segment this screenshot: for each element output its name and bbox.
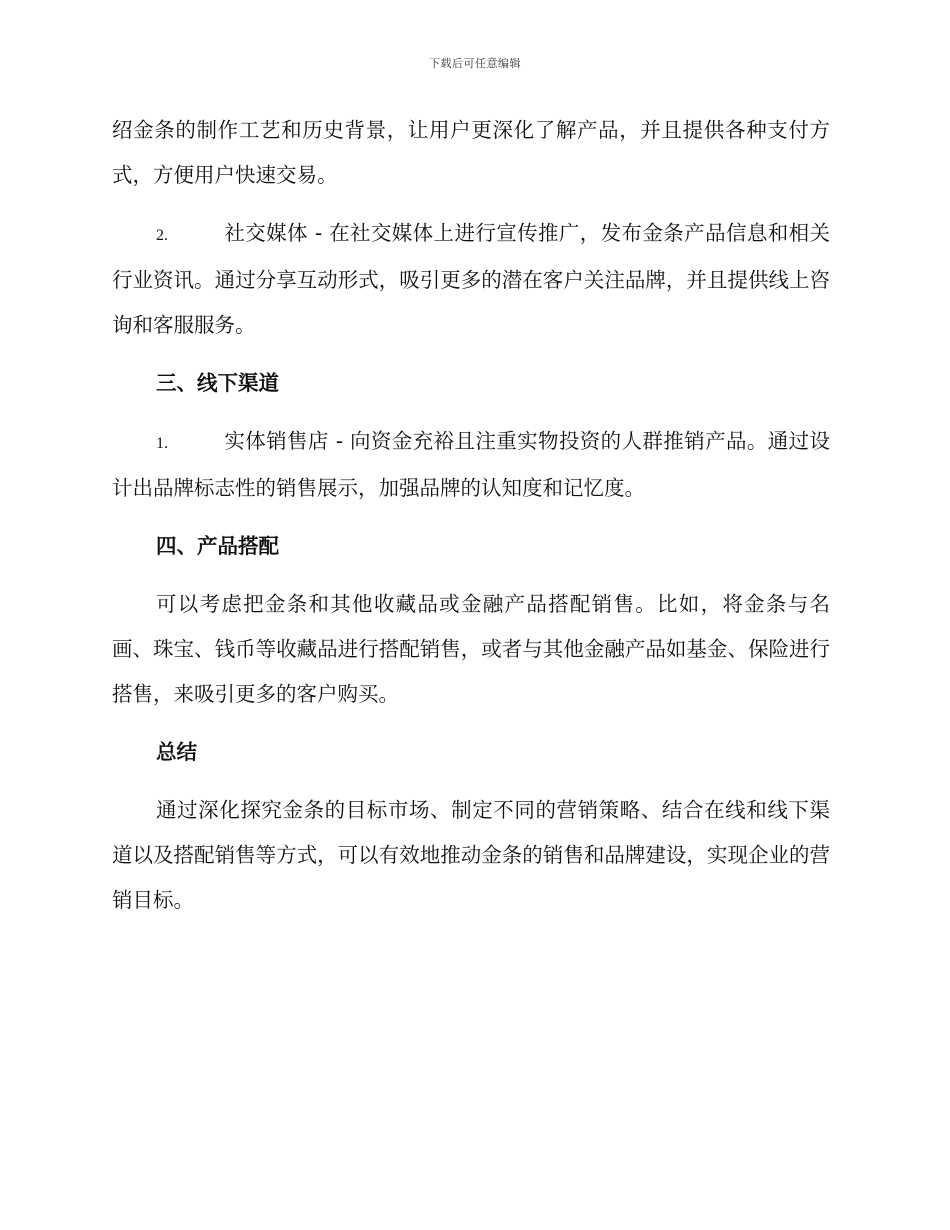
paragraph-summary: 通过深化探究金条的目标市场、制定不同的营销策略、结合在线和线下渠道以及搭配销售等方式，可以有效地推动金条的销售和品牌建设，实现企业的营销目标。 bbox=[112, 798, 830, 912]
paragraph-product-bundle: 可以考虑把金条和其他收藏品或金融产品搭配销售。比如，将金条与名画、珠宝、钱币等收藏品进行搭配销售，或者与其他金融产品如基金、保险进行搭售，来吸引更多的客户购买。 bbox=[112, 592, 830, 706]
paragraph-continued: 绍金条的制作工艺和历史背景，让用户更深化了解产品，并且提供各种支付方式，方便用户快速交易。 bbox=[112, 118, 830, 187]
section-heading-offline: 三、线下渠道 bbox=[156, 371, 279, 395]
page-header: 下载后可任意编辑 bbox=[429, 57, 521, 70]
list-number: 1. bbox=[156, 435, 168, 452]
list-item-text: 社交媒体 - 在社交媒体上进行宣传推广，发布金条产品信息和相关行业资讯。通过分享互动形式，吸引更多的潜在客户关注品牌，并且提供线上咨询和客服服务。 bbox=[112, 221, 830, 337]
list-item-retail-store bbox=[112, 419, 830, 511]
section-heading-product-bundle: 四、产品搭配 bbox=[156, 534, 279, 558]
document-body bbox=[112, 108, 830, 936]
section-heading-summary: 总结 bbox=[156, 740, 197, 764]
list-number: 2. bbox=[156, 227, 168, 244]
list-item-social-media bbox=[112, 211, 830, 348]
list-item-text: 实体销售店 - 向资金充裕且注重实物投资的人群推销产品。通过设计出品牌标志性的销售展示，加强品牌的认知度和记忆度。 bbox=[112, 429, 830, 500]
